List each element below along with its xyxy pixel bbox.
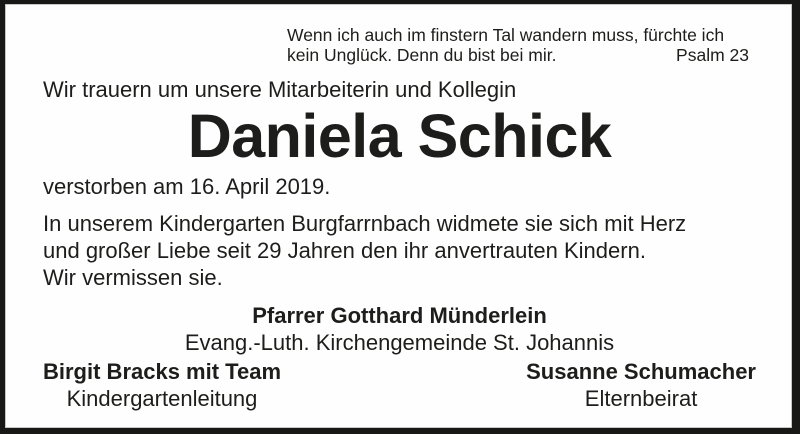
left-signatory — [43, 358, 281, 412]
right-signatory — [526, 358, 756, 412]
bible-quote-line-1: Wenn ich auch im finstern Tal wandern muss, fürchte ich — [287, 25, 725, 45]
left-signatory-role: Kindergartenleitung — [66, 386, 258, 411]
tribute-line-3: Wir vermissen sie. — [43, 265, 223, 290]
pastor-name: Pfarrer Gotthard Münderlein — [252, 303, 547, 328]
church-name: Evang.-Luth. Kirchengemeinde St. Johannis — [184, 330, 615, 355]
tribute-line-2: und großer Liebe seit 29 Jahren den ihr anvertrauten Kindern. — [43, 238, 646, 263]
psalm-reference: Psalm 23 — [676, 45, 749, 65]
deceased-name: Daniela Schick — [187, 102, 612, 170]
bible-quote-line-2-row — [287, 45, 749, 65]
intro-line: Wir trauern um unsere Mitarbeiterin und Kollegin — [43, 77, 517, 102]
left-signatory-name: Birgit Bracks mit Team — [43, 359, 282, 384]
bible-quote — [287, 25, 749, 65]
tribute-line-1: In unserem Kindergarten Burgfarrnbach widmete sie sich mit Herz — [43, 211, 687, 236]
signature-row — [43, 358, 756, 412]
tribute-paragraph — [43, 210, 756, 291]
right-signatory-name: Susanne Schumacher — [526, 359, 756, 384]
notice-content — [5, 4, 792, 428]
right-signatory-role: Elternbeirat — [584, 386, 698, 411]
pastor-block — [43, 302, 756, 356]
death-date-line: verstorben am 16. April 2019. — [43, 174, 331, 199]
bible-quote-line-2: kein Unglück. Denn du bist bei mir. — [287, 45, 557, 65]
